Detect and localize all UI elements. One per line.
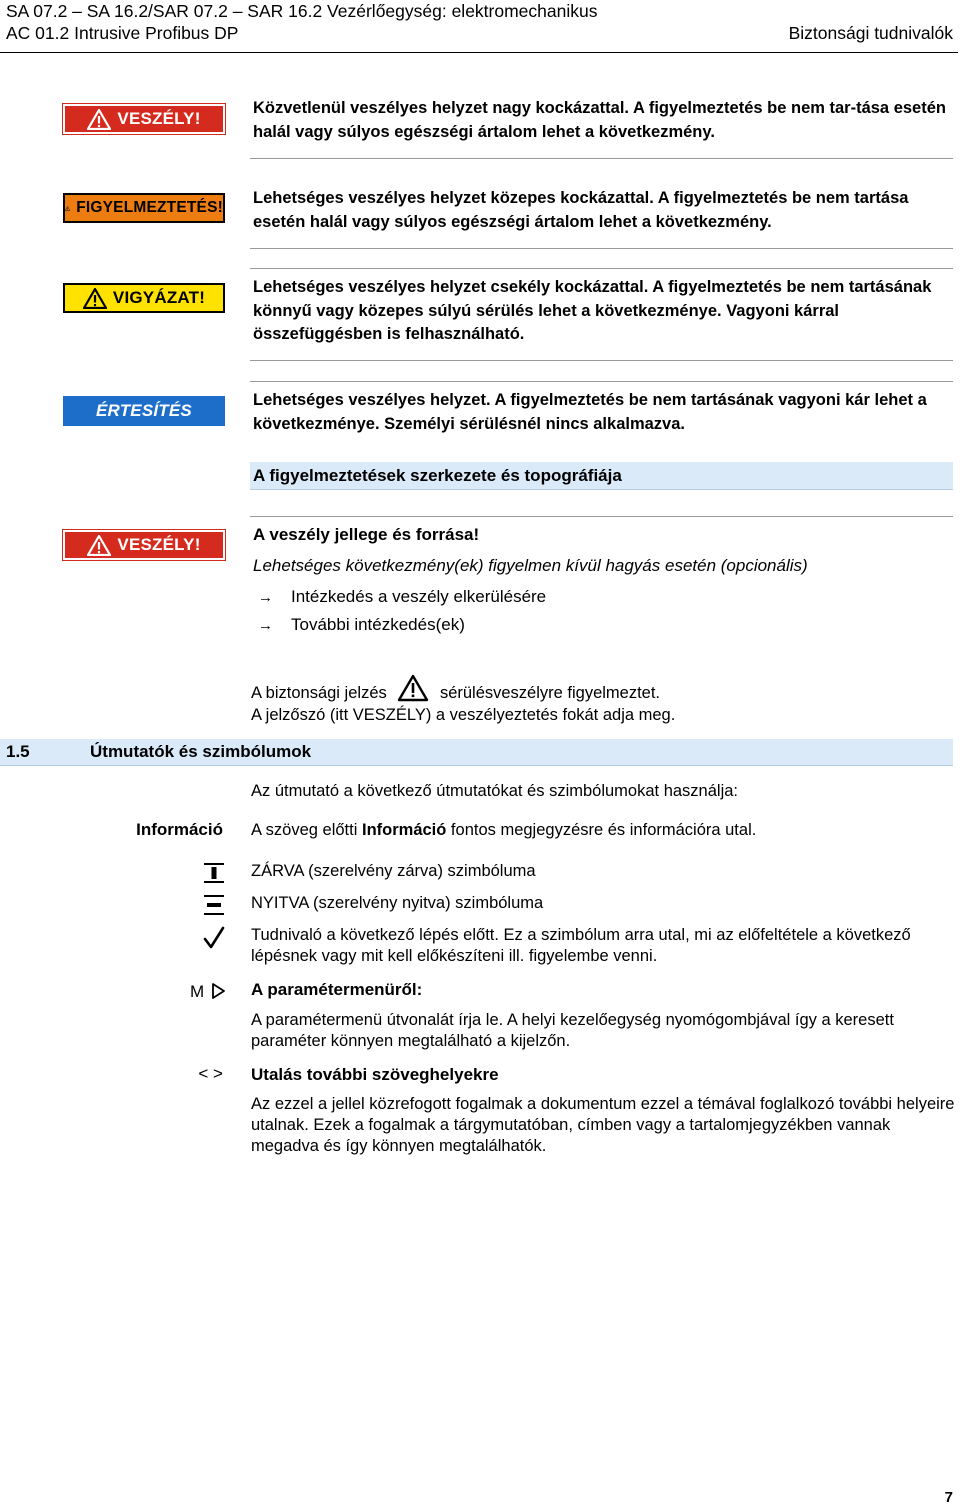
notice-sign — [63, 396, 225, 426]
danger-description: Közvetlenül veszélyes helyzet nagy kockázattal. A figyelmeztetés be nem tar-tása esetén halál vagy súlyos egészségi ártalom lehet a következmény. — [253, 99, 946, 141]
divider — [250, 381, 953, 382]
section-heading: Útmutatók és szimbólumok — [90, 742, 312, 761]
open-symbol-text: NYITVA (szerelvény nyitva) szimbóluma — [251, 894, 544, 912]
info-text-bold: Információ — [361, 821, 447, 839]
caution-description: Lehetséges veszélyes helyzet csekély kockázattal. A figyelmeztetés be nem tartásának könnyű vagy közepes súlyú sérülés lehet a következménye. Vagyoni kárral összefüggésben is felhasználható. — [253, 278, 932, 343]
arrow-right-icon: → — [258, 617, 273, 634]
reference-text: Az ezzel a jellel közrefogott fogalmak a dokumentum ezzel a témával foglalkozó további helyeire utalnak. Ezek a fogalmak a tárgymutatóban, címben vagy a tartalomjegyzékben vannak megadva és így könnyen megtalálhatók. — [251, 1095, 955, 1155]
warning-triangle-icon — [65, 198, 70, 219]
warning-triangle-icon — [83, 288, 107, 309]
prerequisite-text: Tudnivaló a következő lépés előtt. Ez a szimbólum arra utal, mi az előfeltétele a következő lépésnek vagy mit kell előkészíteni ill. figyelembe venni. — [251, 926, 911, 965]
hazard-title: A veszély jellege és forrása! — [253, 525, 480, 544]
danger-sign-example-label: VESZÉLY! — [117, 535, 201, 554]
divider — [250, 248, 953, 249]
document-subtitle: AC 01.2 Intrusive Profibus DP — [6, 23, 239, 43]
caution-sign-label: VIGYÁZAT! — [112, 288, 206, 307]
symbol-explanation-pre: A biztonsági jelzés — [251, 684, 387, 702]
danger-sign-label: VESZÉLY! — [117, 109, 201, 128]
info-text-pre: A szöveg előtti — [251, 821, 362, 839]
caution-sign — [63, 283, 225, 313]
warning-sign-label: FIGYELMEZTETÉS! — [76, 199, 223, 216]
consequence-text: Lehetséges következmény(ek) figyelmen kívül hagyás esetén (opcionális) — [253, 556, 808, 575]
closed-symbol-text: ZÁRVA (szerelvény zárva) szimbóluma — [251, 862, 536, 880]
warning-description: Lehetséges veszélyes helyzet közepes kockázattal. A figyelmeztetés be nem tartása esetén halál vagy súlyos egészségi ártalom lehet a következmény. — [253, 189, 909, 231]
step-text: További intézkedés(ek) — [291, 615, 465, 634]
warning-triangle-icon — [397, 674, 429, 702]
header-divider — [0, 52, 958, 53]
symbols-intro: Az útmutató a következő útmutatókat és szimbólumokat használja: — [251, 782, 738, 800]
page-number: 7 — [944, 1489, 953, 1505]
info-text-post: fontos megjegyzésre és információra utal. — [446, 821, 757, 839]
reference-title: Utalás további szöveghelyekre — [251, 1065, 499, 1084]
danger-sign — [63, 104, 225, 134]
divider — [250, 268, 953, 269]
menu-title: A paramétermenüről: — [251, 980, 423, 999]
menu-text: A paramétermenü útvonalát írja le. A helyi kezelőegység nyomógombjával így a keresett paraméter könnyen megtalálható a kijelzőn. — [251, 1011, 894, 1050]
arrow-right-icon: → — [258, 589, 273, 606]
divider — [250, 516, 953, 517]
info-label: Információ — [136, 820, 223, 839]
signal-word-note: A jelzőszó (itt VESZÉLY) a veszélyeztetés fokát adja meg. — [251, 706, 676, 724]
checkmark-icon — [201, 925, 227, 951]
divider — [250, 158, 953, 159]
divider — [250, 360, 953, 361]
symbol-explanation — [251, 674, 660, 704]
step-text: Intézkedés a veszély elkerülésére — [291, 587, 547, 606]
document-title: SA 07.2 – SA 16.2/SAR 07.2 – SAR 16.2 Vezérlőegység: elektromechanikus — [6, 1, 598, 21]
symbol-explanation-post: sérülésveszélyre figyelmeztet. — [439, 684, 661, 702]
danger-sign-example — [63, 530, 225, 560]
notice-description: Lehetséges veszélyes helyzet. A figyelmeztetés be nem tartásának vagyoni kár lehet a következménye. Személyi sérülésnél nincs alkalmazva. — [253, 391, 927, 433]
menu-path-icon — [188, 980, 228, 1002]
warning-triangle-icon — [87, 535, 111, 556]
closed-valve-icon — [201, 861, 227, 885]
info-text — [251, 820, 756, 841]
warning-triangle-icon — [87, 109, 111, 130]
open-valve-icon — [201, 893, 227, 917]
warning-sign — [63, 193, 225, 223]
notice-sign-label: ÉRTESÍTÉS — [96, 401, 192, 420]
reference-icon: < > — [198, 1064, 223, 1083]
step-item — [258, 614, 465, 637]
step-item — [258, 586, 546, 609]
section-title: Biztonsági tudnivalók — [788, 23, 953, 43]
structure-heading: A figyelmeztetések szerkezete és topográfiája — [253, 466, 622, 485]
section-number: 1.5 — [6, 742, 30, 761]
svg-text:M: M — [190, 982, 205, 1000]
